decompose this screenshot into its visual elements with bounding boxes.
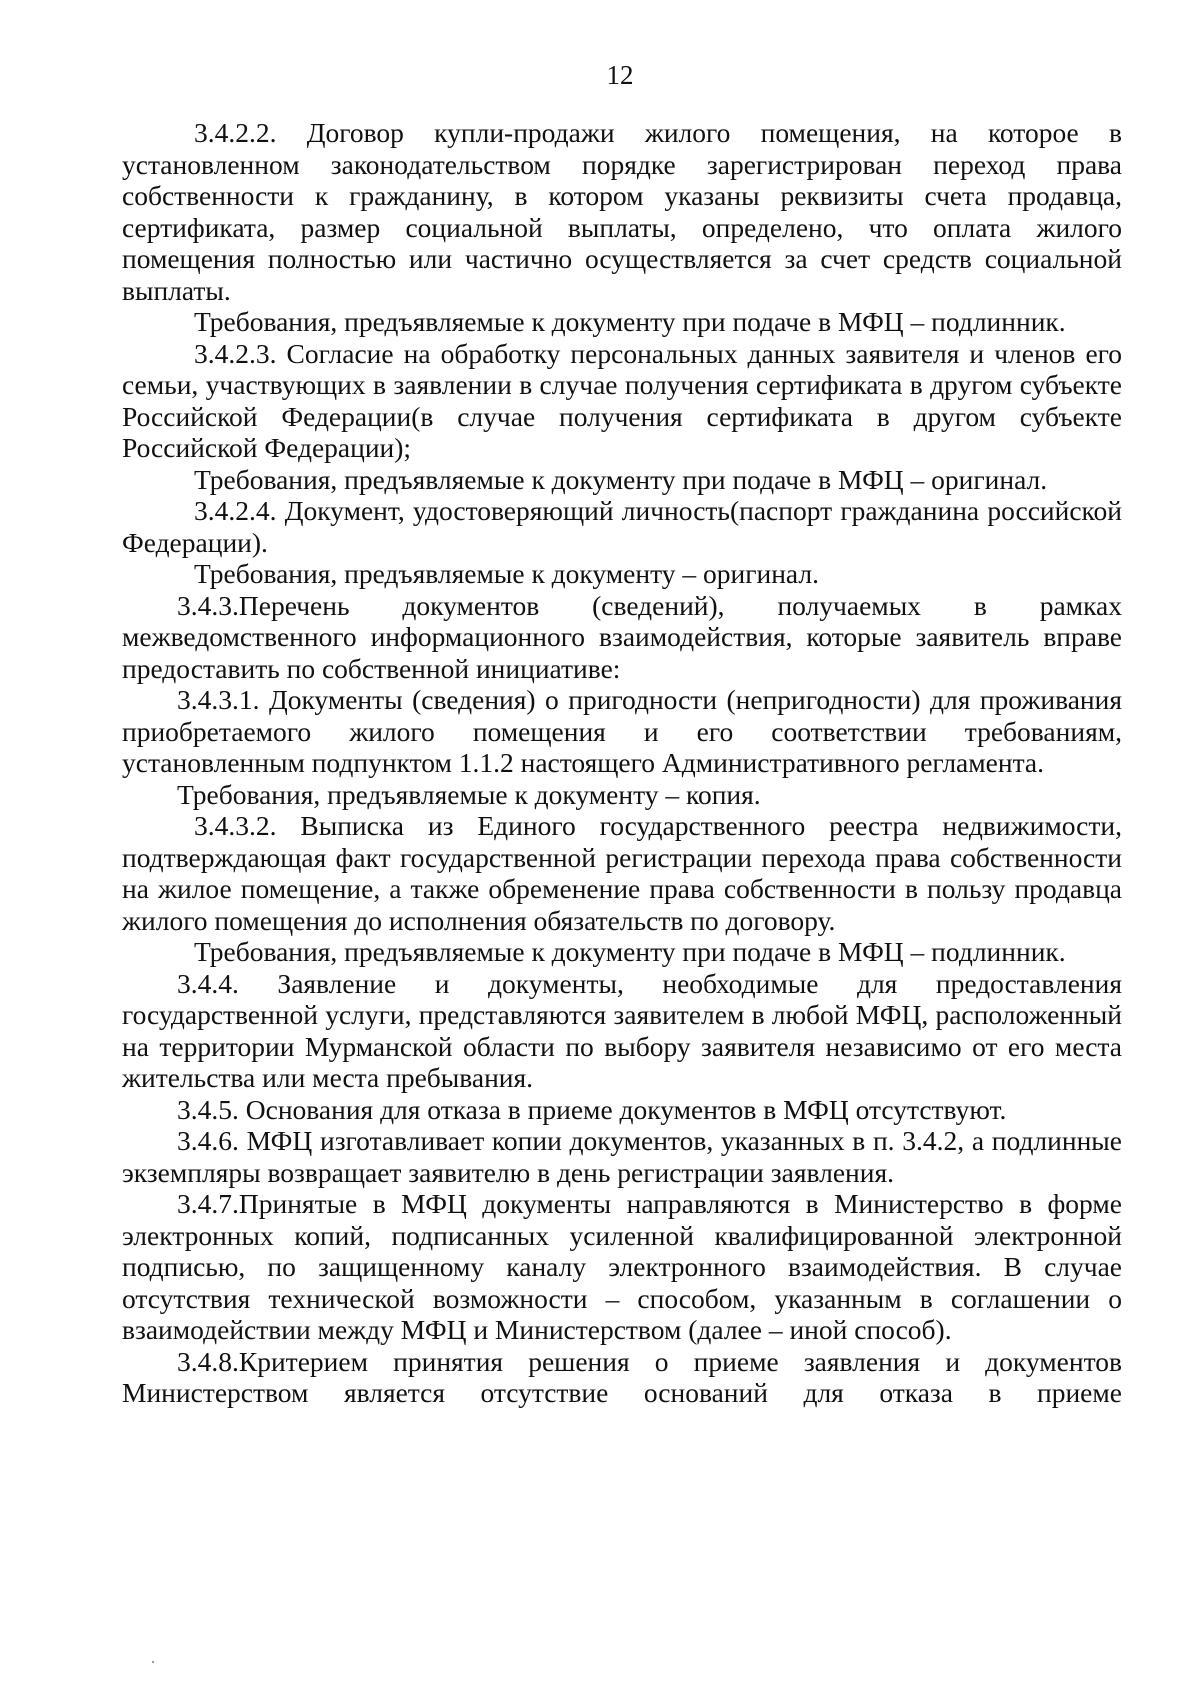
paragraph-3-4-3: 3.4.3.Перечень документов (сведений), получаемых в рамках межведомственного информационного взаимодействия, которые заявитель вправе предоставить по собственной инициативе:: [122, 589, 1122, 684]
paragraph-requirements-original: Требования, предъявляемые к документу при подаче в МФЦ – подлинник.: [194, 936, 1066, 967]
paragraph-3-4-2-4: 3.4.2.4. Документ, удостоверяющий личность(паспорт гражданина российской Федерации).: [122, 495, 1122, 558]
document-body: [122, 117, 1122, 1409]
page-number: 12: [606, 60, 634, 90]
paragraph-requirements-original: Требования, предъявляемые к документу при подаче в МФЦ – оригинал.: [194, 463, 1048, 495]
paragraph-3-4-2-2: 3.4.2.2. Договор купли-продажи жилого помещения, на которое в установленном законодательством порядке зарегистрирован переход права собственности к гражданину, в котором указаны реквизиты счета продавца, сертификата, размер социальной выплаты, определено, что оплата жилого помещения полностью или частично осуществляется за счет средств социальной выплаты.: [122, 117, 1122, 306]
paragraph-requirements-original: Требования, предъявляемые к документу – оригинал.: [194, 558, 819, 589]
paragraph-3-4-3-2: 3.4.3.2. Выписка из Единого государственного реестра недвижимости, подтверждающая факт государственной регистрации перехода права собственности на жилое помещение, а также обременение права собственности в пользу продавца жилого помещения до исполнения обязательств по договору.: [122, 810, 1122, 936]
paragraph-3-4-6: 3.4.6. МФЦ изготавливает копии документов, указанных в п. 3.4.2, а подлинные экземпляры возвращает заявителю в день регистрации заявления.: [122, 1125, 1122, 1188]
scan-speck: [152, 1661, 154, 1663]
paragraph-3-4-5: 3.4.5. Основания для отказа в приеме документов в МФЦ отсутствуют.: [177, 1093, 1007, 1125]
paragraph-requirements-original: Требования, предъявляемые к документу при подаче в МФЦ – подлинник.: [194, 306, 1066, 337]
paragraph-3-4-4: 3.4.4. Заявление и документы, необходимые для предоставления государственной услуги, представляются заявителем в любой МФЦ, расположенный на территории Мурманской области по выбору заявителя независимо от его места жительства или места пребывания.: [122, 967, 1122, 1093]
paragraph-requirements-copy: Требования, предъявляемые к документу – копия.: [177, 778, 761, 810]
paragraph-3-4-8: 3.4.8.Критерием принятия решения о приеме заявления и документов Министерством является отсутствие оснований для отказа в приеме: [122, 1345, 1122, 1408]
paragraph-3-4-2-3: 3.4.2.3. Согласие на обработку персональных данных заявителя и членов его семьи, участвующих в заявлении в случае получения сертификата в другом субъекте Российской Федерации(в случае получения сертификата в другом субъекте Российской Федерации);: [122, 337, 1122, 463]
paragraph-3-4-7: 3.4.7.Принятые в МФЦ документы направляются в Министерство в форме электронных копий, подписанных усиленной квалифицированной электронной подписью, по защищенному каналу электронного взаимодействия. В случае отсутствия технической возможности – способом, указанным в соглашении о взаимодействии между МФЦ и Министерством (далее – иной способ).: [122, 1188, 1122, 1345]
paragraph-3-4-3-1: 3.4.3.1. Документы (сведения) о пригодности (непригодности) для проживания приобретаемого жилого помещения и его соответствии требованиям, установленным подпунктом 1.1.2 настоящего Административного регламента.: [122, 684, 1122, 778]
